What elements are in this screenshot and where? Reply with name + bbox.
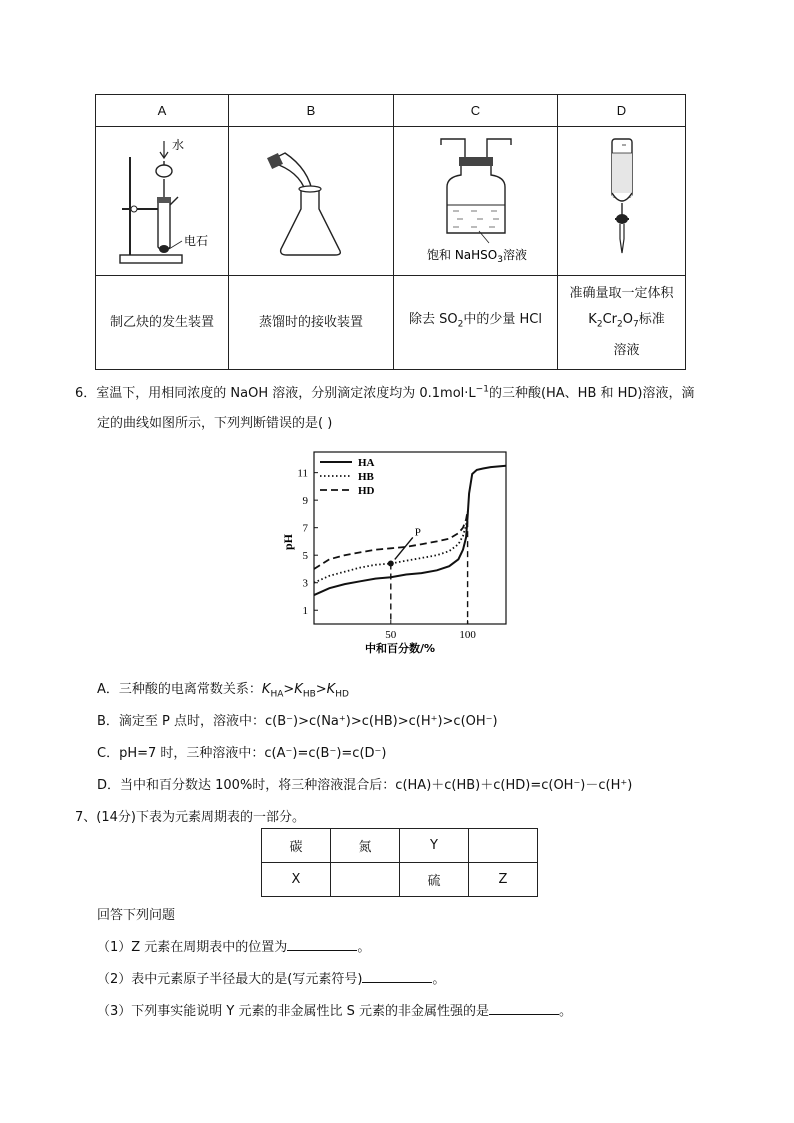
header-d: D [558,95,686,127]
q6-option-c: C．pH=7 时，三种溶液中：c(A⁻)=c(B⁻)=c(D⁻) [97,746,387,761]
desc-d-sub3: 7 [632,319,639,330]
y-tick-label: 5 [302,550,308,563]
legend-label-hb: HB [358,471,374,483]
label-nahso3-main: 饱和 NaHSO [426,248,497,262]
apparatus-a-cell [96,127,229,276]
desc-b: 蒸馏时的接收装置 [229,276,394,370]
q6-line1-post: 的三种酸(HA、HB 和 HD)溶液，滴 [488,386,695,401]
y-tick-label: 1 [302,605,308,618]
label-nahso3-sub: 3 [496,255,503,265]
q7-intro: 7、(14分)下表为元素周期表的一部分。 [75,810,305,825]
periodic-table-fragment [261,828,538,897]
header-b: B [229,95,394,127]
desc-c-pre: 除去 SO [409,312,458,328]
apparatus-d-cell [558,127,686,276]
x-tick-label: 100 [459,629,476,641]
y-axis-label: pH [281,533,295,550]
q7-sub2-post: 。 [432,972,446,987]
q6-line1 [75,382,695,401]
legend-label-ha: HA [358,457,375,469]
desc-d-post: 标准 [638,312,665,328]
ptable-cell [469,829,538,863]
q6-option-b: B．滴定至 P 点时，溶液中：c(B⁻)>c(Na⁺)>c(HB)>c(H⁺)>c(OH⁻) [97,714,498,729]
desc-d-line3: 溶液 [613,342,640,358]
label-carbide: 电石 [184,234,209,248]
desc-d-sub2: 2 [616,319,623,330]
burette-diagram [582,131,662,271]
apparatus-description-row [96,276,686,370]
desc-c-post: 中的少量 HCl [463,312,542,328]
ptable-row-1 [262,829,538,863]
plot-frame [314,452,506,624]
y-tick-label: 11 [297,467,308,480]
q6-line1-pre: 6．室温下，用相同浓度的 NaOH 溶液，分别滴定浓度均为 0.1mol·L [75,386,476,401]
header-c: C [394,95,558,127]
q7-sub1-pre: （1）Z 元素在周期表中的位置为 [97,940,288,955]
label-nahso3 [427,247,527,265]
y-tick-label: 9 [302,495,308,508]
desc-d-cr: Cr [602,312,617,328]
label-water: 水 [172,138,185,152]
point-p [388,560,394,566]
distillation-receiver-diagram [251,131,371,271]
desc-d-o: O [622,312,633,328]
q7-prompt: 回答下列问题 [97,908,176,923]
gas-washing-bottle-diagram [401,131,551,271]
apparatus-table [95,94,686,370]
q7-sub3-pre: （3）下列事实能说明 Y 元素的非金属性比 S 元素的非金属性强的是 [97,1004,489,1019]
desc-d-line1: 准确量取一定体积 [569,286,674,302]
q6-line1-sup: −1 [475,384,489,395]
point-p-label: P [414,526,421,539]
acetylene-generator-diagram [102,131,222,271]
answer-blank[interactable] [287,938,357,951]
x-axis-label: 中和百分数/% [364,642,436,655]
desc-c-sub: 2 [457,319,464,330]
ptable-cell: Z [469,863,538,897]
answer-blank[interactable] [362,970,432,983]
q7-sub1 [97,936,370,955]
desc-d-k: K [588,312,597,328]
apparatus-image-row [96,127,686,276]
desc-d-sub1: 2 [596,319,603,330]
q7-sub2-pre: （2）表中元素原子半径最大的是(写元素符号) [97,972,363,987]
header-a: A [96,95,229,127]
y-tick-label: 3 [302,577,308,590]
desc-d-line2 [558,307,685,338]
ptable-cell: Y [400,829,469,863]
ptable-cell: X [262,863,331,897]
legend-label-hd: HD [358,485,375,497]
desc-d [558,276,686,370]
q7-sub2 [97,968,445,987]
q6-option-d: D．当中和百分数达 100%时，将三种溶液混合后：c(HA)＋c(HB)＋c(HD)=c(OH⁻)－c(H⁺) [97,778,633,793]
q7-sub3-post: 。 [559,1004,573,1019]
q6-line2: 定的曲线如图所示，下列判断错误的是( ) [97,416,333,431]
apparatus-header-row [96,95,686,127]
q6-option-a-pre: A．三种酸的电离常数关系： [97,682,262,697]
answer-blank[interactable] [489,1002,559,1015]
apparatus-c-cell [394,127,558,276]
ptable-cell: 硫 [400,863,469,897]
label-nahso3-end: 溶液 [502,248,527,262]
apparatus-b-cell [229,127,394,276]
q7-sub1-post: 。 [357,940,371,955]
y-tick-label: 7 [302,522,308,535]
q7-sub3 [97,1000,572,1019]
q6-option-a: A．三种酸的电离常数关系：$K_{HA}>K_{HB}>K_{HD}$ [97,682,349,700]
x-tick-label: 50 [385,629,397,641]
ptable-row-2 [262,863,538,897]
ptable-cell: 氮 [331,829,400,863]
desc-a: 制乙炔的发生装置 [96,276,229,370]
desc-c [394,276,558,370]
ptable-cell [331,863,400,897]
titration-curve-chart [270,440,520,660]
ptable-cell: 碳 [262,829,331,863]
